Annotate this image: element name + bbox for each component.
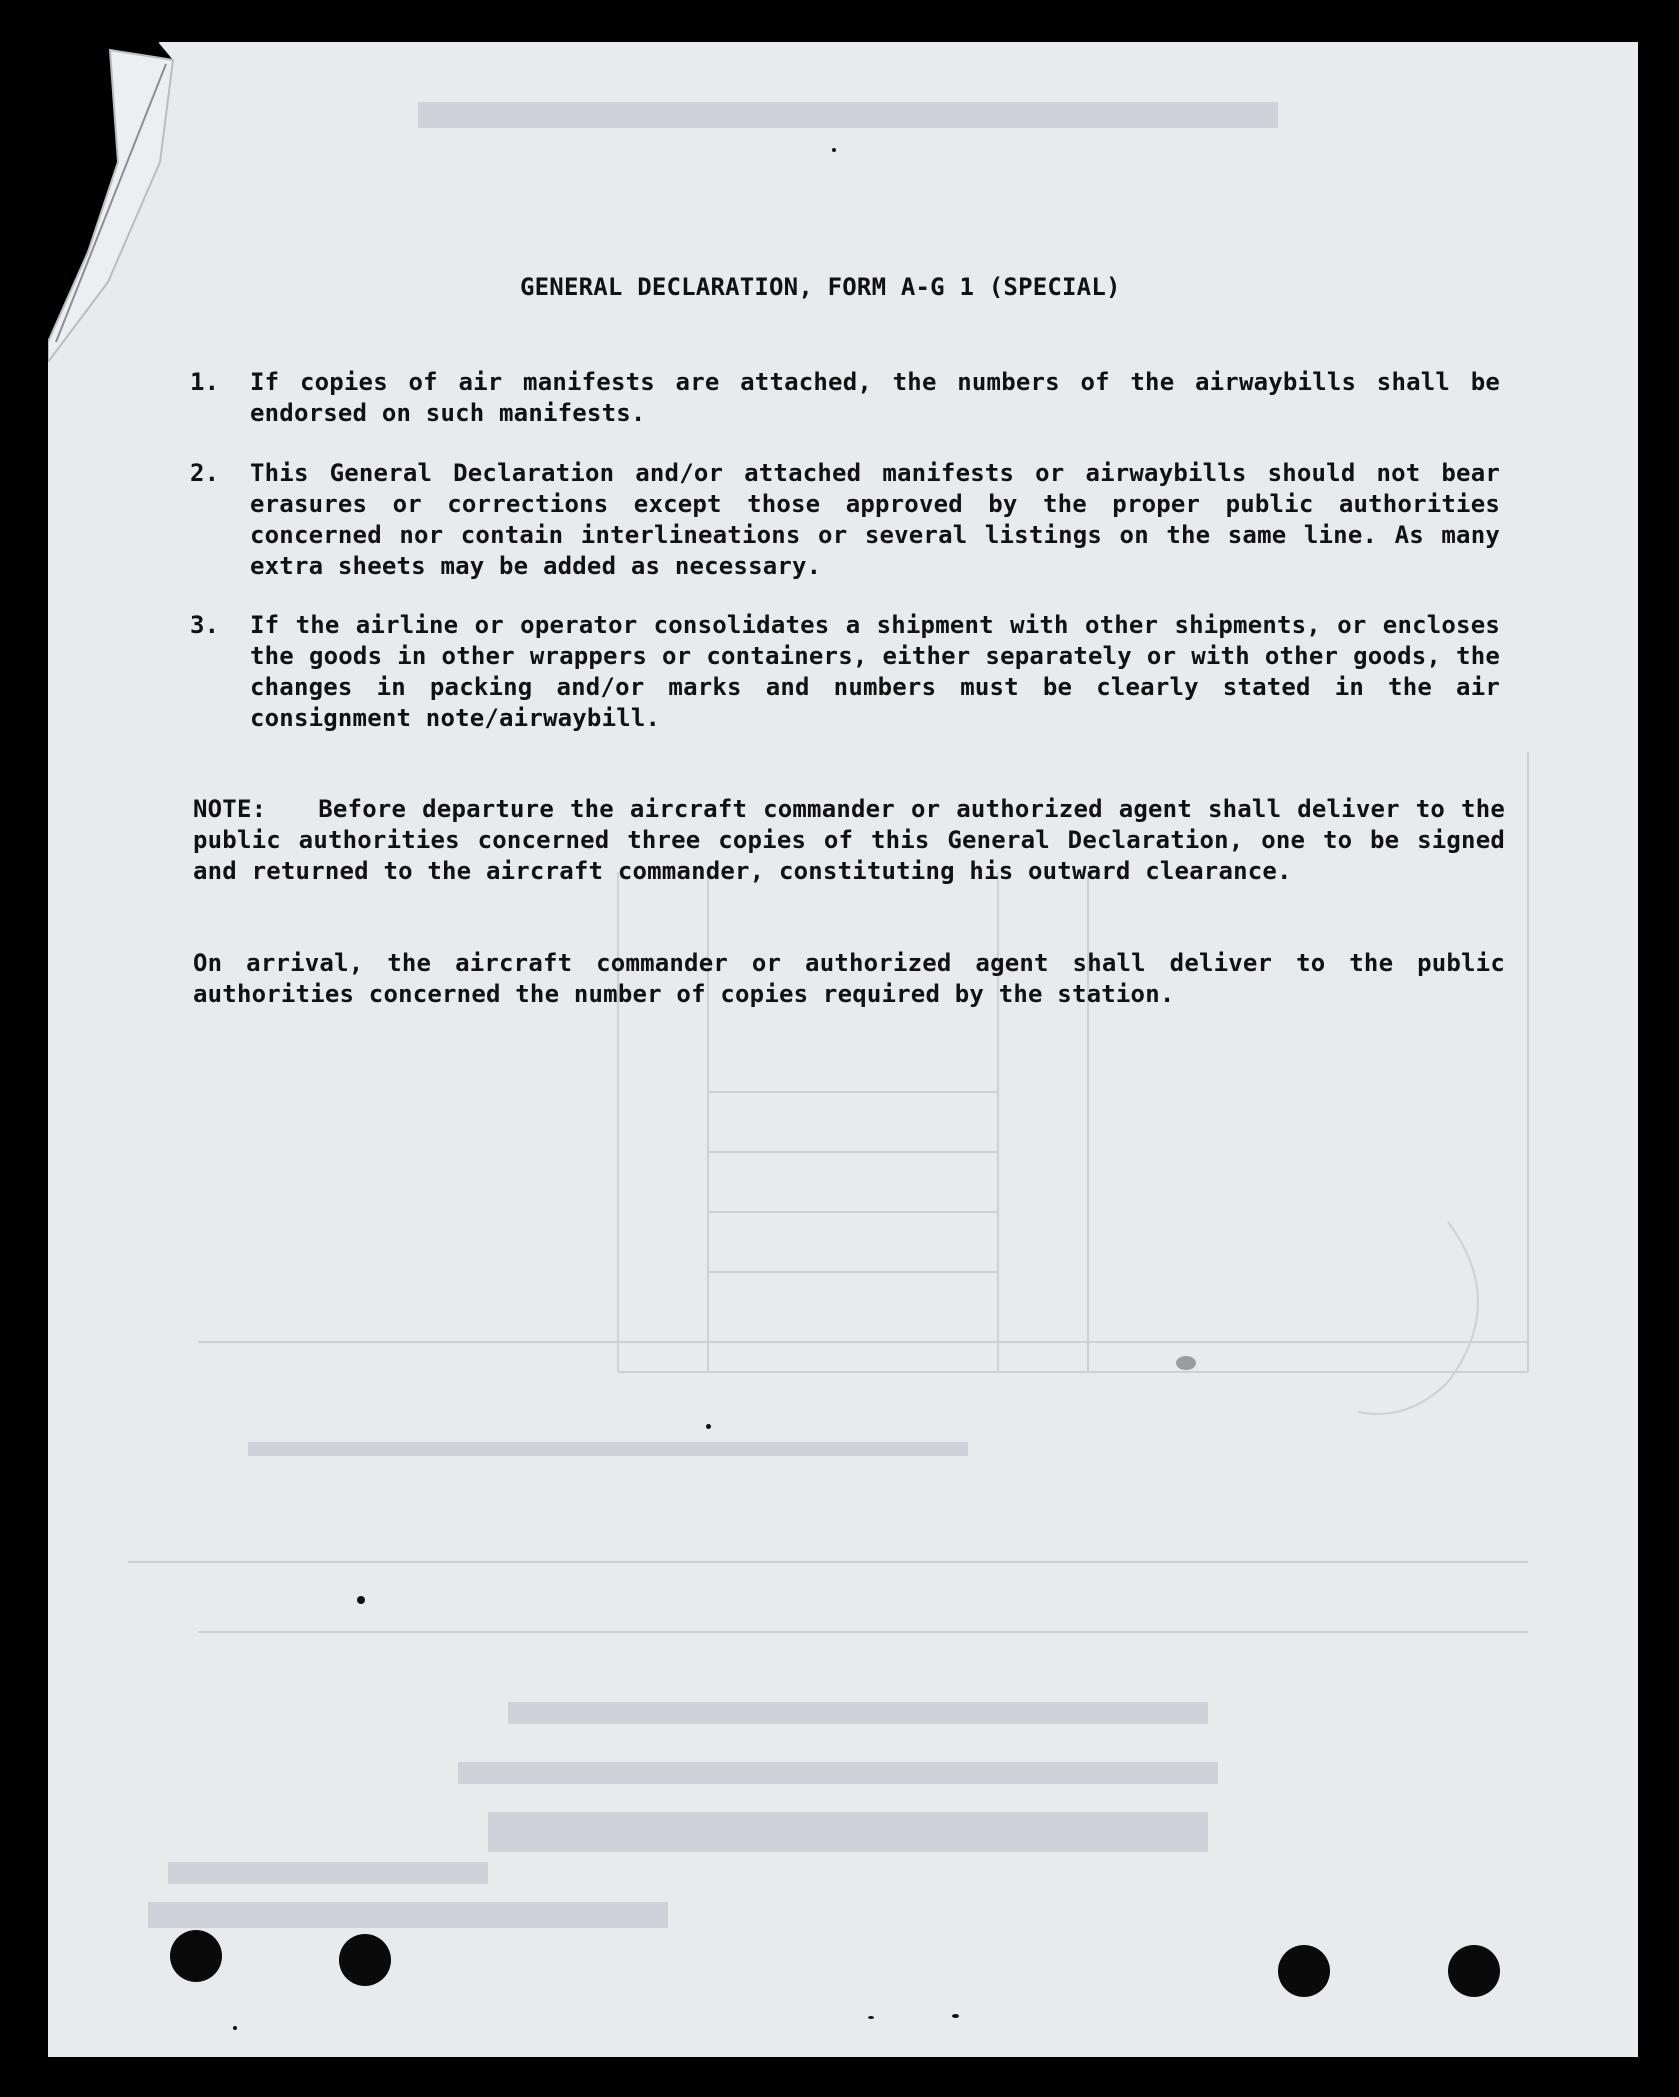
punch-hole xyxy=(1278,1945,1330,1997)
dust-speck xyxy=(952,2014,959,2018)
item-number: 1. xyxy=(190,368,220,396)
item-text: If copies of air manifests are attached, the numbers of the airwaybills shall be endorsed on such manifests. xyxy=(250,368,1500,427)
note-text: Before departure the aircraft commander or authorized agent shall deliver to the public authorities concerned three copies of this General Declaration, one to be signed and returned to the aircraft commander, constituting his outward clearance. xyxy=(193,795,1505,885)
punch-hole xyxy=(170,1930,222,1982)
arrival-paragraph: On arrival, the aircraft commander or authorized agent shall deliver to the public authorities concerned the number of copies required by the station. xyxy=(193,949,1505,1008)
item-text: If the airline or operator consolidates a shipment with other shipments, or encloses the goods in other wrappers or containers, either separately or with other goods, the changes in packing and/or marks and numbers must be clearly stated in the air consignment note/airwaybill. xyxy=(250,611,1500,732)
punch-hole xyxy=(339,1934,391,1986)
punch-hole xyxy=(1448,1945,1500,1997)
dust-speck xyxy=(868,2016,874,2019)
dust-speck xyxy=(706,1424,711,1429)
dust-speck xyxy=(357,1596,365,1604)
form-title: GENERAL DECLARATION, FORM A-G 1 (SPECIAL) xyxy=(520,273,1121,301)
item-text: This General Declaration and/or attached manifests or airwaybills should not bear erasures or corrections except those approved by the proper public authorities concerned nor contain interlineations or several listings on the same line. As many extra sheets may be added as necessary. xyxy=(250,459,1500,580)
dust-speck xyxy=(832,148,836,152)
dust-speck xyxy=(233,2026,237,2030)
item-number: 3. xyxy=(190,611,220,639)
item-number: 2. xyxy=(190,459,220,487)
note-label: NOTE: xyxy=(193,795,267,823)
dust-speck xyxy=(1176,1356,1196,1370)
note-paragraph xyxy=(193,794,1505,887)
